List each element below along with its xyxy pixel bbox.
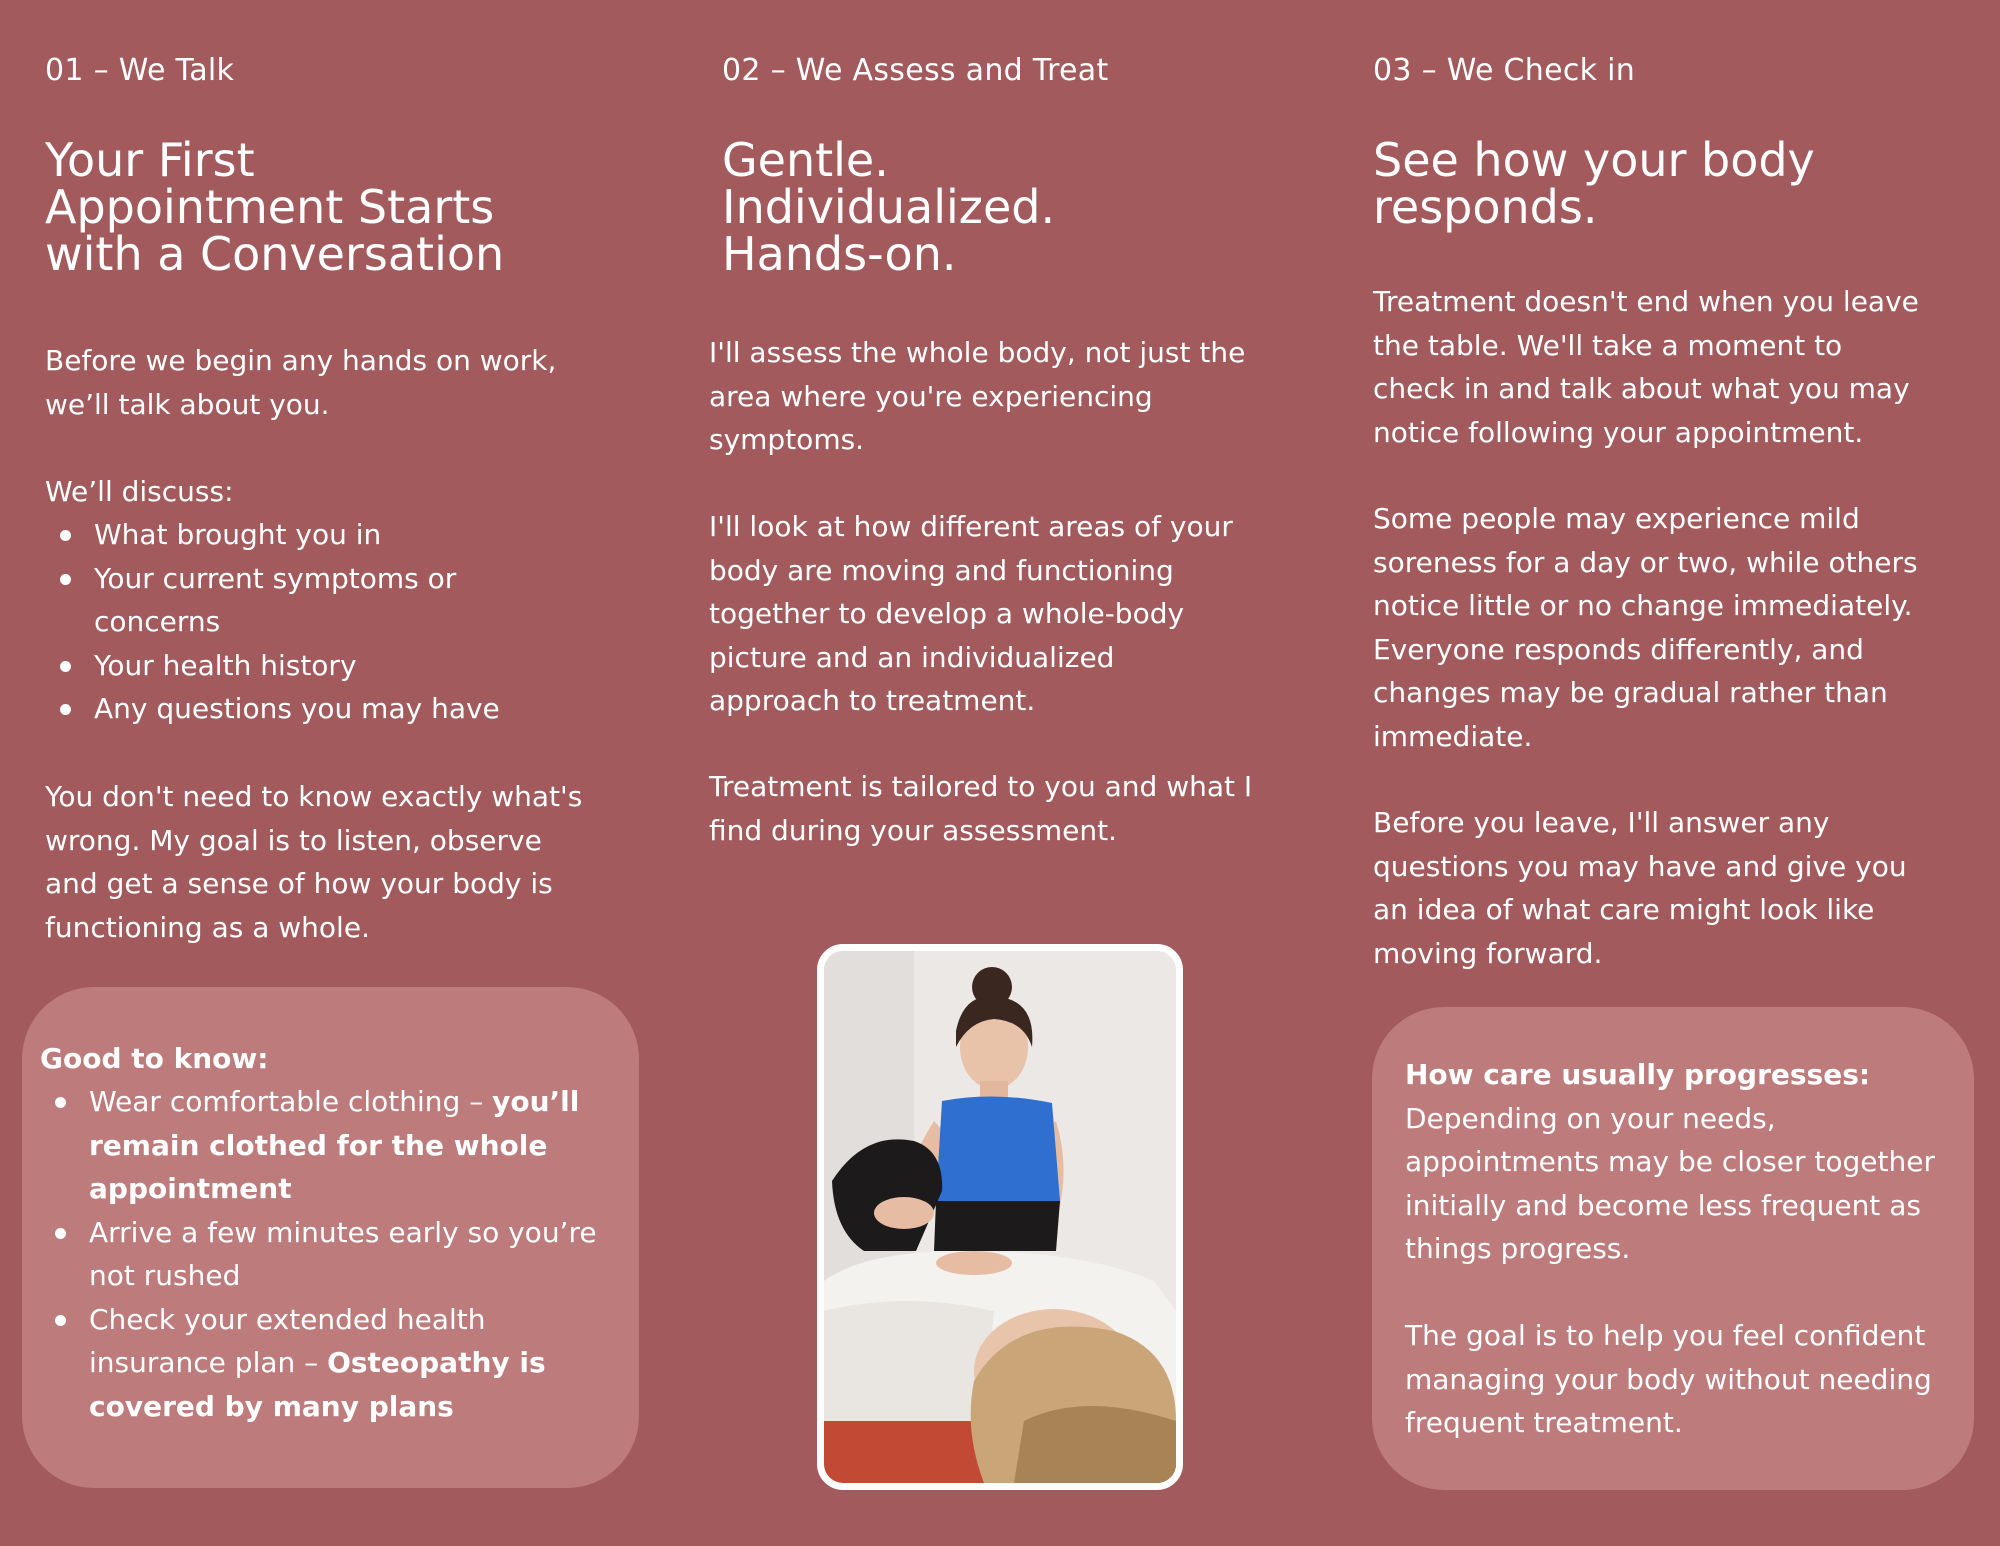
col3-para2: Some people may experience mild soreness for a day or two, while others notice little or no change immediately. Everyone responds differently, and changes may be gradual rather than immediate. — [1373, 502, 1918, 753]
good-to-know-list — [40, 1080, 597, 1428]
step-label-we-talk: 01 – We Talk — [45, 53, 235, 88]
col2-para1: I'll assess the whole body, not just the area where you're experiencing symptoms. — [709, 336, 1246, 456]
col3-para1: Treatment doesn't end when you leave the table. We'll take a moment to check in and talk about what you may notice following your appointment. — [1373, 285, 1919, 449]
care-progress-text: How care usually progresses: Depending on your needs, appointments may be closer together initially and become less frequent as things progress. — [1405, 1058, 1935, 1265]
good-to-know-title: Good to know: — [40, 1042, 269, 1075]
col2-para3: Treatment is tailored to you and what I find during your assessment. — [709, 770, 1253, 847]
col2-para2: I'll look at how different areas of your body are moving and functioning together to develop a whole-body picture and an individualized approach to treatment. — [709, 510, 1233, 717]
discuss-list — [45, 513, 500, 731]
list-item: What brought you in — [45, 513, 500, 557]
col1-heading: Your First Appointment Starts with a Conversation — [45, 133, 505, 281]
step-label-we-check-in: 03 – We Check in — [1373, 53, 1636, 88]
treatment-photo-illustration — [824, 951, 1176, 1483]
col3-para3: Before you leave, I'll answer any questions you may have and give you an idea of what care might look like moving forward. — [1373, 806, 1907, 970]
list-item: Your health history — [45, 644, 500, 688]
list-item: Arrive a few minutes early so you’re not rushed — [40, 1211, 597, 1298]
care-progress-goal: The goal is to help you feel confident managing your body without needing frequent treatment. — [1405, 1319, 1932, 1439]
step-label-we-assess: 02 – We Assess and Treat — [722, 53, 1109, 88]
col1-intro: Before we begin any hands on work, we’ll talk about you. — [45, 344, 557, 421]
list-item: Any questions you may have — [45, 687, 500, 731]
col2-heading: Gentle. Individualized. Hands-on. — [722, 133, 1056, 281]
list-item: Check your extended health insurance plan – Osteopathy is covered by many plans — [40, 1298, 597, 1429]
col1-closing: You don't need to know exactly what's wrong. My goal is to listen, observe and get a sense of how your body is functioning as a whole. — [45, 780, 583, 944]
discuss-label: We’ll discuss: — [45, 475, 234, 508]
treatment-photo — [817, 944, 1183, 1490]
col3-heading: See how your body responds. — [1373, 133, 1815, 234]
list-item: Wear comfortable clothing – you’ll remain clothed for the whole appointment — [40, 1080, 597, 1211]
list-item: Your current symptoms or concerns — [45, 557, 500, 644]
